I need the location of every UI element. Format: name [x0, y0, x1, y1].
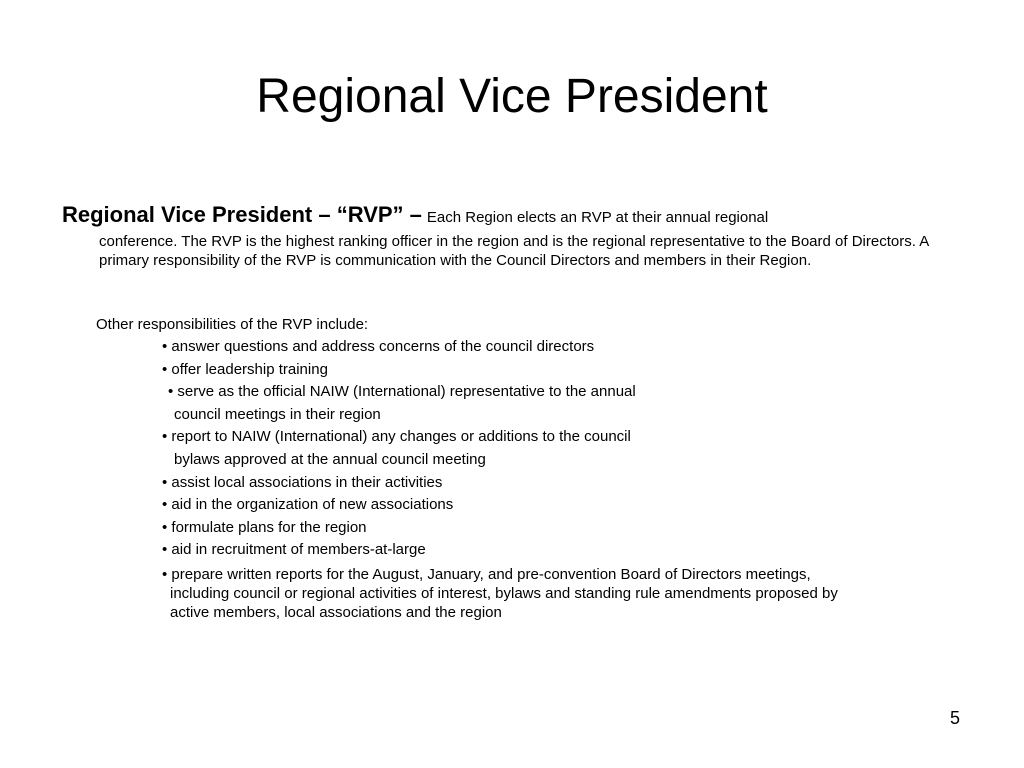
list-item — [162, 565, 838, 622]
list-item — [162, 539, 838, 562]
list-item-text: • answer questions and address concerns of the council directors — [162, 338, 595, 355]
list-item — [162, 494, 838, 517]
slide-title: Regional Vice President — [256, 70, 768, 123]
list-item-text: • aid in the organization of new associations — [162, 496, 454, 514]
intro-body-text: conference. The RVP is the highest ranking officer in the region and is the regional representative to the Board of Directors. A primary responsibility of the RVP is communication with the Council Directors and members in their Region. — [99, 233, 929, 269]
list-item — [162, 517, 838, 540]
list-item-text: • serve as the official NAIW (International) representative to the annual — [168, 383, 636, 401]
intro-first-line — [62, 201, 962, 232]
list-item-continuation: bylaws approved at the annual council meeting — [174, 450, 486, 468]
list-item — [162, 381, 838, 426]
list-item-text: • assist local associations in their activities — [162, 473, 443, 491]
list-item — [162, 472, 838, 495]
list-item-text: • offer leadership training — [162, 360, 328, 378]
list-item-text: • report to NAIW (International) any changes or additions to the council — [162, 428, 631, 446]
responsibilities-heading: Other responsibilities of the RVP include: — [96, 316, 369, 333]
list-item-continuation: including council or regional activities of interest, bylaws and standing rule amendments proposed by — [170, 584, 838, 602]
intro-paragraph — [62, 201, 962, 270]
list-item-continuation: active members, local associations and the region — [170, 603, 502, 621]
intro-lead-text: Each Region elects an RVP at their annual regional — [426, 209, 769, 226]
list-item — [162, 336, 838, 359]
intro-lead: Regional Vice President – “RVP” – — [62, 202, 422, 227]
list-item — [162, 359, 838, 382]
list-item-text: • formulate plans for the region — [162, 518, 367, 536]
list-item-text: • prepare written reports for the August, January, and pre-convention Board of Directors meetings, — [162, 565, 811, 583]
responsibilities-list — [162, 336, 838, 622]
list-item — [162, 426, 838, 471]
list-item-text: • aid in recruitment of members-at-large — [162, 541, 426, 559]
page-number: 5 — [949, 708, 960, 728]
list-item-continuation: council meetings in their region — [174, 405, 381, 423]
